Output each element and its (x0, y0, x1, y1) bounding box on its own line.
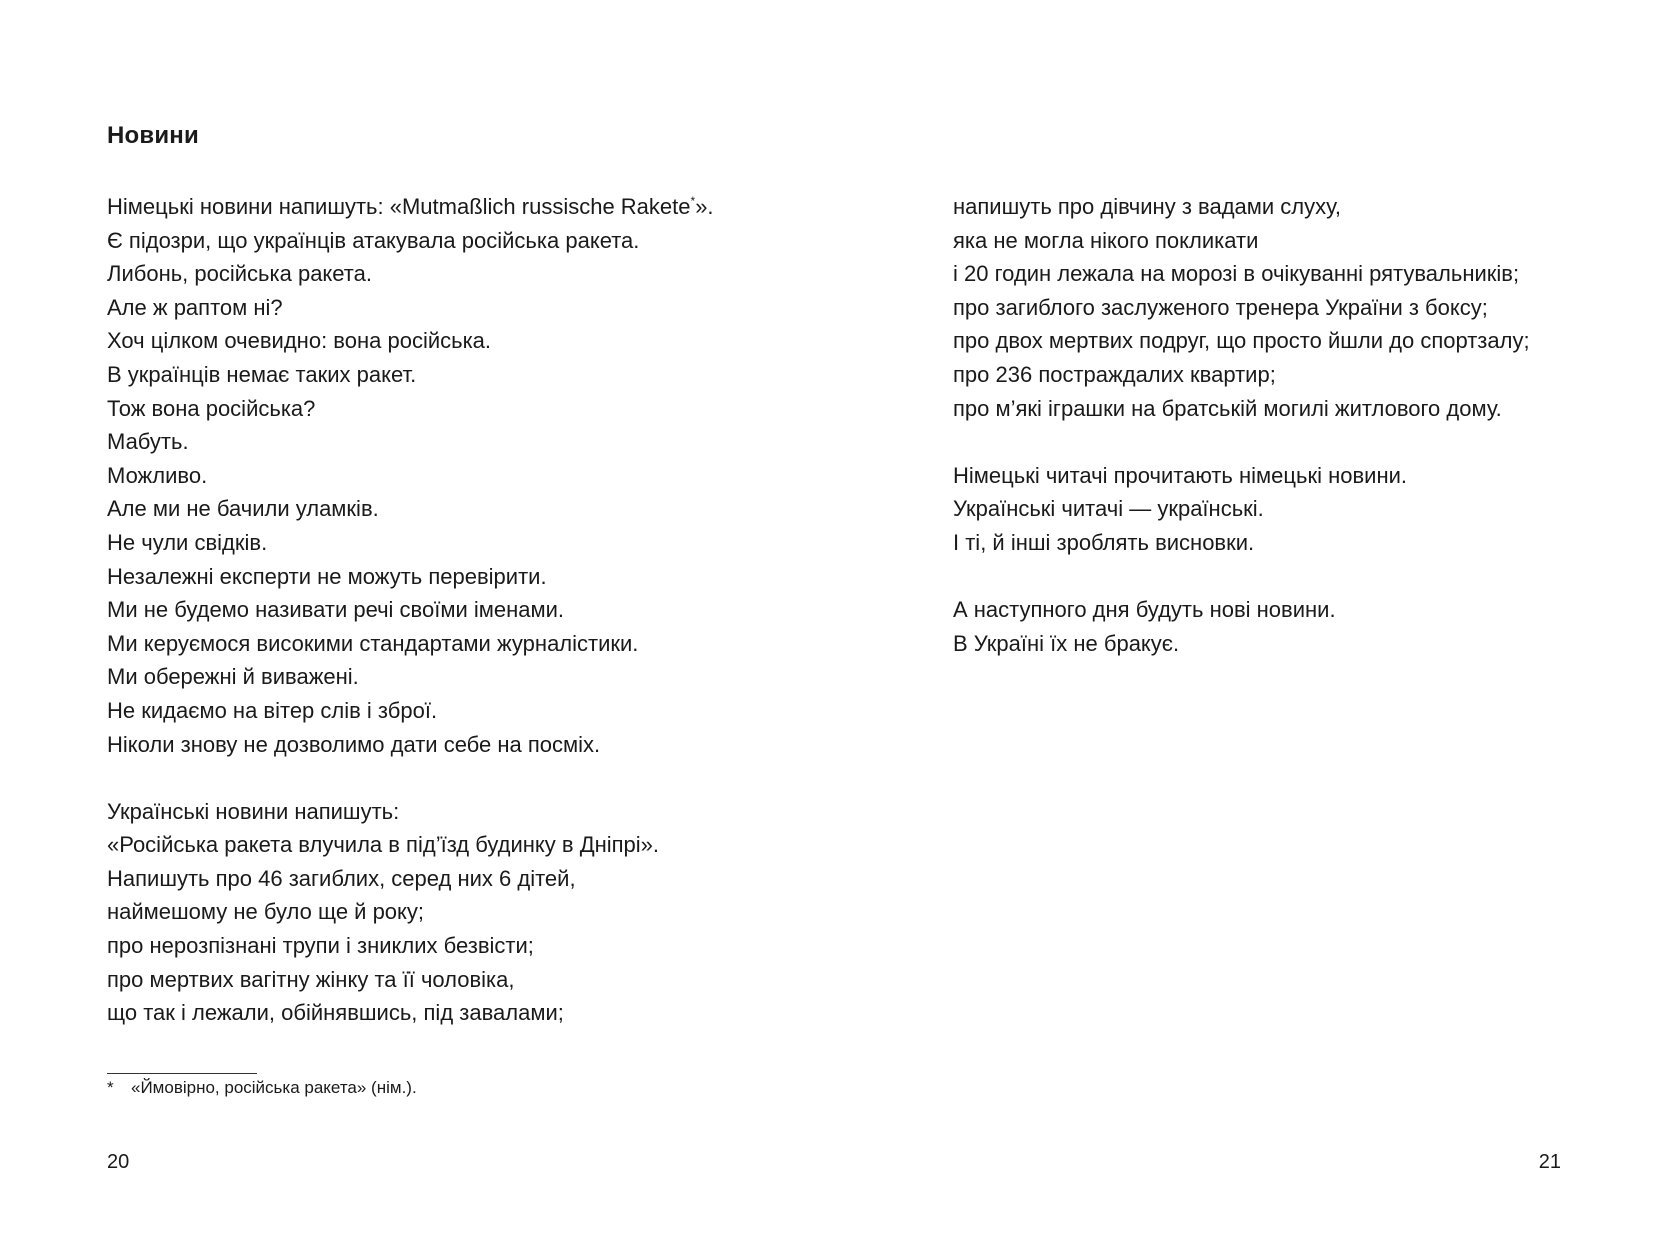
poem-line: Хоч цілком очевидно: вона російська. (107, 328, 492, 354)
poem-line: Але ж раптом ні? (107, 294, 283, 320)
poem-line: В українців немає таких ракет. (107, 361, 417, 387)
poem-line: Ми керуємося високими стандартами журналістики. (107, 630, 639, 656)
poem-line: Незалежні експерти не можуть перевірити. (107, 563, 547, 589)
page-number-right: 21 (1538, 1151, 1561, 1173)
poem-line: Українські читачі — українські. (953, 496, 1264, 522)
poem-line: Ми не будемо називати речі своїми іменами. (107, 597, 565, 623)
poem-text-right (953, 190, 1530, 660)
poem-line: про нерозпізнані трупи і зниклих безвісти; (107, 933, 534, 959)
page-number-left: 20 (107, 1151, 130, 1173)
poem-line: А наступного дня будуть нові новини. (953, 597, 1336, 623)
poem-line: про двох мертвих подруг, що просто йшли до спортзалу; (953, 328, 1530, 354)
poem-line: «Російська ракета влучила в під’їзд будинку в Дніпрі». (107, 832, 660, 858)
poem-text-left (107, 190, 714, 1030)
poem-line: І ті, й інші зроблять висновки. (953, 529, 1255, 555)
footnote-mark: * (107, 1078, 114, 1097)
poem-line: яка не могла нікого покликати (953, 227, 1259, 253)
stanza-break (107, 761, 714, 795)
poem-line: Не чули свідків. (107, 529, 268, 555)
poem-line: про загиблого заслуженого тренера України з боксу; (953, 294, 1488, 320)
stanza-break (953, 560, 1530, 594)
poem-line: Є підозри, що українців атакувала російська ракета. (107, 227, 640, 253)
footnote-text: «Ймовірно, російська ракета» (нім.). (131, 1078, 417, 1097)
poem-line: Можливо. (107, 462, 208, 488)
poem-line: Напишуть про 46 загиблих, серед них 6 дітей, (107, 865, 576, 891)
poem-line-text: Німецькі новини напишуть: «Mutmaßlich russische Rakete (107, 194, 691, 219)
poem-line: Німецькі читачі прочитають німецькі новини. (953, 462, 1407, 488)
poem-line: Ніколи знову не дозволимо дати себе на посміх. (107, 731, 601, 757)
right-page (827, 0, 1654, 1241)
poem-line: що так і лежали, обійнявшись, під завалами; (107, 1000, 564, 1026)
poem-line: про м’які іграшки на братській могилі житлового дому. (953, 395, 1502, 421)
poem-line: напишуть про дівчину з вадами слуху, (953, 194, 1342, 219)
footnote-divider (107, 1073, 257, 1074)
poem-line: Тож вона російська? (107, 395, 316, 421)
poem-title: Новини (107, 122, 199, 149)
poem-line: Мабуть. (107, 429, 189, 455)
poem-line: наймешому не було ще й року; (107, 899, 425, 925)
poem-line: Либонь, російська ракета. (107, 261, 372, 287)
footnote (107, 1076, 417, 1100)
poem-line: В Україні їх не бракує. (953, 630, 1180, 656)
footnote-reference: * (690, 194, 696, 208)
poem-line-text: ». (695, 194, 714, 219)
poem-line: Ми обережні й виважені. (107, 664, 359, 690)
poem-line: Але ми не бачили уламків. (107, 496, 379, 522)
poem-line: і 20 годин лежала на морозі в очікуванні рятувальників; (953, 261, 1520, 287)
poem-line (107, 190, 714, 224)
stanza-break (953, 425, 1530, 459)
poem-line: про 236 постраждалих квартир; (953, 361, 1276, 387)
poem-line: Українські новини напишуть: (107, 798, 400, 824)
poem-line: Не кидаємо на вітер слів і зброї. (107, 697, 438, 723)
poem-line: про мертвих вагітну жінку та її чоловіка, (107, 966, 515, 992)
